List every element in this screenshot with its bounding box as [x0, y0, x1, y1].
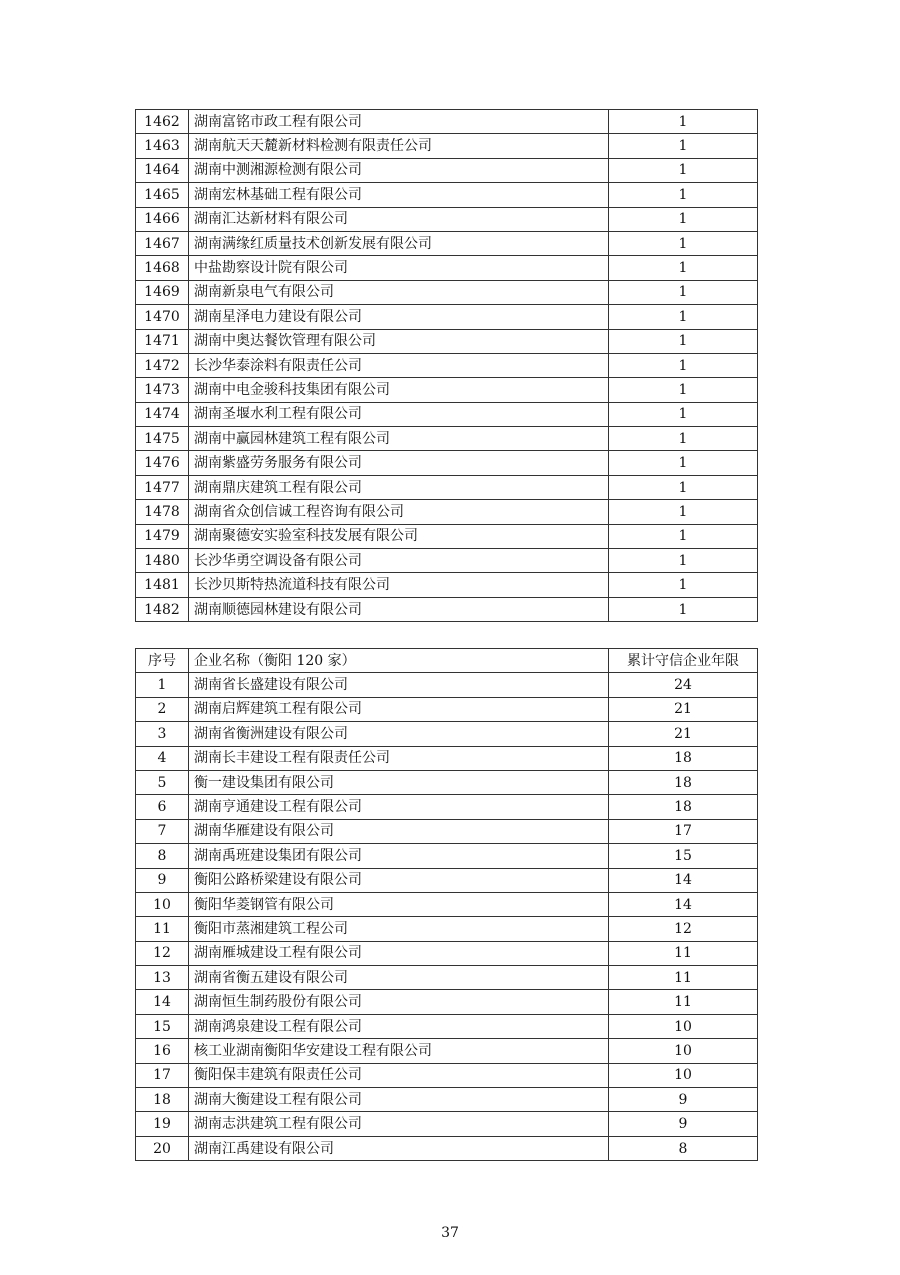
table-body — [136, 673, 758, 1161]
serial-number-cell: 9 — [136, 868, 189, 892]
table-row — [136, 549, 758, 573]
serial-number-cell: 18 — [136, 1088, 189, 1112]
company-name-cell: 衡阳市蒸湘建筑工程公司 — [189, 917, 609, 941]
table-row — [136, 990, 758, 1014]
table-row — [136, 256, 758, 280]
company-name-cell: 湖南省衡五建设有限公司 — [189, 966, 609, 990]
serial-number-cell: 1479 — [136, 524, 189, 548]
serial-number-cell: 2 — [136, 697, 189, 721]
header-serial-number: 序号 — [136, 649, 189, 673]
company-name-cell: 湖南志洪建筑工程有限公司 — [189, 1112, 609, 1136]
table-row — [136, 231, 758, 255]
company-name-cell: 湖南省众创信诚工程咨询有限公司 — [189, 500, 609, 524]
company-table-hengyang — [135, 648, 758, 1161]
credit-years-cell: 1 — [609, 110, 758, 134]
credit-years-cell: 1 — [609, 353, 758, 377]
table-row — [136, 378, 758, 402]
credit-years-cell: 1 — [609, 402, 758, 426]
serial-number-cell: 3 — [136, 722, 189, 746]
table-header — [136, 649, 758, 673]
table-row — [136, 134, 758, 158]
company-name-cell: 湖南满缘红质量技术创新发展有限公司 — [189, 231, 609, 255]
table-row — [136, 966, 758, 990]
serial-number-cell: 5 — [136, 770, 189, 794]
credit-years-cell: 1 — [609, 549, 758, 573]
credit-years-cell: 18 — [609, 795, 758, 819]
credit-years-cell: 1 — [609, 475, 758, 499]
header-company-name: 企业名称（衡阳 120 家） — [189, 649, 609, 673]
serial-number-cell: 6 — [136, 795, 189, 819]
credit-years-cell: 1 — [609, 134, 758, 158]
credit-years-cell: 18 — [609, 770, 758, 794]
credit-years-cell: 10 — [609, 1014, 758, 1038]
company-name-cell: 湖南恒生制药股份有限公司 — [189, 990, 609, 1014]
serial-number-cell: 1474 — [136, 402, 189, 426]
company-name-cell: 衡阳华菱钢管有限公司 — [189, 892, 609, 916]
credit-years-cell: 24 — [609, 673, 758, 697]
company-name-cell: 湖南启辉建筑工程有限公司 — [189, 697, 609, 721]
serial-number-cell: 16 — [136, 1039, 189, 1063]
table-row — [136, 1088, 758, 1112]
serial-number-cell: 1473 — [136, 378, 189, 402]
credit-years-cell: 11 — [609, 941, 758, 965]
company-name-cell: 湖南航天天麓新材料检测有限责任公司 — [189, 134, 609, 158]
credit-years-cell: 1 — [609, 231, 758, 255]
table-row — [136, 697, 758, 721]
serial-number-cell: 17 — [136, 1063, 189, 1087]
table-row — [136, 673, 758, 697]
credit-years-cell: 1 — [609, 597, 758, 621]
company-name-cell: 长沙华泰涂料有限责任公司 — [189, 353, 609, 377]
company-name-cell: 长沙华勇空调设备有限公司 — [189, 549, 609, 573]
credit-years-cell: 21 — [609, 722, 758, 746]
credit-years-cell: 1 — [609, 280, 758, 304]
serial-number-cell: 1468 — [136, 256, 189, 280]
table-row — [136, 402, 758, 426]
company-name-cell: 湖南鸿泉建设工程有限公司 — [189, 1014, 609, 1038]
credit-years-cell: 1 — [609, 158, 758, 182]
page-number: 37 — [441, 1225, 459, 1241]
serial-number-cell: 1 — [136, 673, 189, 697]
credit-years-cell: 8 — [609, 1136, 758, 1160]
company-name-cell: 湖南顺德园林建设有限公司 — [189, 597, 609, 621]
credit-years-cell: 1 — [609, 427, 758, 451]
company-name-cell: 湖南鼎庆建筑工程有限公司 — [189, 475, 609, 499]
table-row — [136, 819, 758, 843]
company-name-cell: 湖南华雁建设有限公司 — [189, 819, 609, 843]
serial-number-cell: 1480 — [136, 549, 189, 573]
company-name-cell: 湖南宏林基础工程有限公司 — [189, 183, 609, 207]
table-row — [136, 597, 758, 621]
credit-years-cell: 1 — [609, 207, 758, 231]
table-row — [136, 353, 758, 377]
table-row — [136, 280, 758, 304]
company-name-cell: 湖南汇达新材料有限公司 — [189, 207, 609, 231]
company-name-cell: 核工业湖南衡阳华安建设工程有限公司 — [189, 1039, 609, 1063]
company-name-cell: 湖南雁城建设工程有限公司 — [189, 941, 609, 965]
serial-number-cell: 1462 — [136, 110, 189, 134]
serial-number-cell: 1464 — [136, 158, 189, 182]
company-name-cell: 衡一建设集团有限公司 — [189, 770, 609, 794]
table-row — [136, 573, 758, 597]
credit-years-cell: 9 — [609, 1088, 758, 1112]
company-name-cell: 湖南禹班建设集团有限公司 — [189, 844, 609, 868]
serial-number-cell: 15 — [136, 1014, 189, 1038]
serial-number-cell: 13 — [136, 966, 189, 990]
serial-number-cell: 1470 — [136, 305, 189, 329]
table-row — [136, 329, 758, 353]
credit-years-cell: 1 — [609, 451, 758, 475]
company-name-cell: 湖南富铭市政工程有限公司 — [189, 110, 609, 134]
table-row — [136, 746, 758, 770]
company-name-cell: 湖南聚德安实验室科技发展有限公司 — [189, 524, 609, 548]
table-row — [136, 207, 758, 231]
company-name-cell: 湖南亨通建设工程有限公司 — [189, 795, 609, 819]
serial-number-cell: 1463 — [136, 134, 189, 158]
serial-number-cell: 1478 — [136, 500, 189, 524]
serial-number-cell: 12 — [136, 941, 189, 965]
credit-years-cell: 9 — [609, 1112, 758, 1136]
table-row — [136, 868, 758, 892]
serial-number-cell: 1466 — [136, 207, 189, 231]
serial-number-cell: 11 — [136, 917, 189, 941]
credit-years-cell: 14 — [609, 892, 758, 916]
table-row — [136, 451, 758, 475]
company-name-cell: 湖南省衡洲建设有限公司 — [189, 722, 609, 746]
serial-number-cell: 1475 — [136, 427, 189, 451]
table-row — [136, 892, 758, 916]
company-name-cell: 湖南省长盛建设有限公司 — [189, 673, 609, 697]
header-credit-years: 累计守信企业年限 — [609, 649, 758, 673]
credit-years-cell: 1 — [609, 378, 758, 402]
serial-number-cell: 1482 — [136, 597, 189, 621]
table-row — [136, 1136, 758, 1160]
company-name-cell: 湖南中赢园林建筑工程有限公司 — [189, 427, 609, 451]
credit-years-cell: 1 — [609, 183, 758, 207]
company-name-cell: 中盐勘察设计院有限公司 — [189, 256, 609, 280]
credit-years-cell: 17 — [609, 819, 758, 843]
credit-years-cell: 1 — [609, 524, 758, 548]
table-row — [136, 110, 758, 134]
serial-number-cell: 14 — [136, 990, 189, 1014]
serial-number-cell: 1471 — [136, 329, 189, 353]
serial-number-cell: 7 — [136, 819, 189, 843]
credit-years-cell: 21 — [609, 697, 758, 721]
table-row — [136, 917, 758, 941]
credit-years-cell: 1 — [609, 256, 758, 280]
table-row — [136, 1112, 758, 1136]
company-name-cell: 湖南长丰建设工程有限责任公司 — [189, 746, 609, 770]
table-row — [136, 941, 758, 965]
company-table-continued — [135, 109, 758, 622]
company-name-cell: 湖南圣堰水利工程有限公司 — [189, 402, 609, 426]
table-row — [136, 1039, 758, 1063]
serial-number-cell: 1477 — [136, 475, 189, 499]
serial-number-cell: 1481 — [136, 573, 189, 597]
serial-number-cell: 1472 — [136, 353, 189, 377]
table-row — [136, 158, 758, 182]
table-row — [136, 427, 758, 451]
company-name-cell: 湖南中奥达餐饮管理有限公司 — [189, 329, 609, 353]
credit-years-cell: 1 — [609, 305, 758, 329]
credit-years-cell: 11 — [609, 990, 758, 1014]
serial-number-cell: 10 — [136, 892, 189, 916]
credit-years-cell: 12 — [609, 917, 758, 941]
table-row — [136, 183, 758, 207]
company-name-cell: 湖南新泉电气有限公司 — [189, 280, 609, 304]
serial-number-cell: 1467 — [136, 231, 189, 255]
serial-number-cell: 1469 — [136, 280, 189, 304]
credit-years-cell: 1 — [609, 500, 758, 524]
serial-number-cell: 8 — [136, 844, 189, 868]
table-row — [136, 305, 758, 329]
credit-years-cell: 1 — [609, 573, 758, 597]
company-name-cell: 湖南江禹建设有限公司 — [189, 1136, 609, 1160]
credit-years-cell: 10 — [609, 1063, 758, 1087]
credit-years-cell: 11 — [609, 966, 758, 990]
credit-years-cell: 18 — [609, 746, 758, 770]
company-name-cell: 湖南中电金骏科技集团有限公司 — [189, 378, 609, 402]
table-row — [136, 1063, 758, 1087]
company-name-cell: 衡阳保丰建筑有限责任公司 — [189, 1063, 609, 1087]
company-name-cell: 湖南大衡建设工程有限公司 — [189, 1088, 609, 1112]
header-row — [136, 649, 758, 673]
company-name-cell: 衡阳公路桥梁建设有限公司 — [189, 868, 609, 892]
company-name-cell: 长沙贝斯特热流道科技有限公司 — [189, 573, 609, 597]
serial-number-cell: 19 — [136, 1112, 189, 1136]
serial-number-cell: 20 — [136, 1136, 189, 1160]
company-name-cell: 湖南星泽电力建设有限公司 — [189, 305, 609, 329]
serial-number-cell: 1476 — [136, 451, 189, 475]
table-row — [136, 524, 758, 548]
credit-years-cell: 10 — [609, 1039, 758, 1063]
table-row — [136, 770, 758, 794]
table-row — [136, 500, 758, 524]
table-row — [136, 844, 758, 868]
credit-years-cell: 14 — [609, 868, 758, 892]
company-name-cell: 湖南中测湘源检测有限公司 — [189, 158, 609, 182]
credit-years-cell: 1 — [609, 329, 758, 353]
serial-number-cell: 4 — [136, 746, 189, 770]
table-row — [136, 475, 758, 499]
table-row — [136, 722, 758, 746]
company-name-cell: 湖南紫盛劳务服务有限公司 — [189, 451, 609, 475]
table-row — [136, 795, 758, 819]
credit-years-cell: 15 — [609, 844, 758, 868]
table-row — [136, 1014, 758, 1038]
table-body — [136, 110, 758, 622]
serial-number-cell: 1465 — [136, 183, 189, 207]
